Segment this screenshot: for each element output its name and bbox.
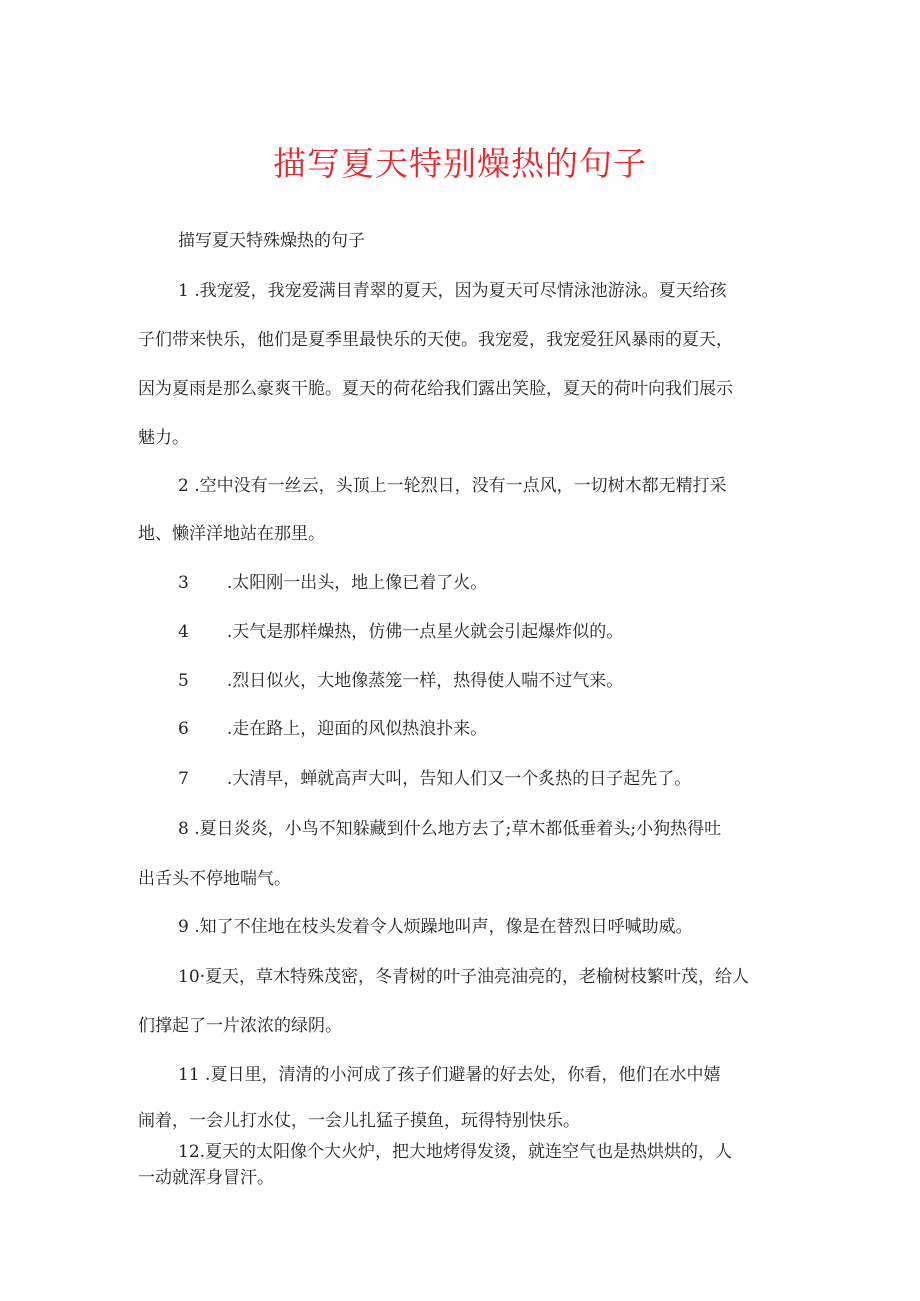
- item-number: 5: [178, 671, 189, 691]
- list-item-6: [178, 716, 798, 742]
- list-item-3: [178, 570, 798, 596]
- paragraph-2-line-2: 地、懒洋洋地站在那里。: [138, 524, 325, 544]
- paragraph-1-line-2: 子们带来快乐，他们是夏季里最快乐的天使。我宠爱，我宠爱狂风暴雨的夏天，: [138, 330, 733, 350]
- paragraph-10-line-2: 们撑起了一片浓浓的绿阴。: [138, 1016, 342, 1036]
- item-text: .烈日似火，大地像蒸笼一样，热得使人喘不过气来。: [226, 671, 624, 691]
- paragraph-8-line-1: 8 .夏日炎炎，小鸟不知躲藏到什么地方去了;草木都低垂着头;小狗热得吐: [178, 819, 722, 839]
- item-number: 6: [178, 719, 189, 739]
- item-text: .大清早，蝉就高声大叫，告知人们又一个炙热的日子起先了。: [226, 769, 692, 789]
- item-number: 3: [178, 573, 189, 593]
- paragraph-1-line-4: 魅力。: [138, 428, 189, 448]
- item-number: 4: [178, 622, 189, 642]
- paragraph-12-line-2: 一动就浑身冒汗。: [138, 1168, 274, 1188]
- subtitle: 描写夏天特殊燥热的句子: [178, 231, 365, 251]
- paragraph-9-line-1: 9 .知了不住地在枝头发着令人烦躁地叫声，像是在替烈日呼喊助威。: [178, 917, 693, 937]
- paragraph-11-line-1: 11 .夏日里，清清的小河成了孩子们避暑的好去处，你看，他们在水中嬉: [178, 1065, 721, 1085]
- paragraph-11-line-2: 闹着，一会儿打水仗，一会儿扎猛子摸鱼，玩得特别快乐。: [138, 1111, 580, 1131]
- page-title: 描写夏天特别燥热的句子: [273, 144, 647, 183]
- item-text: .天气是那样燥热，仿佛一点星火就会引起爆炸似的。: [226, 622, 624, 642]
- paragraph-10-line-1: 10·夏天，草木特殊茂密，冬青树的叶子油亮油亮的，老榆树枝繁叶茂，给人: [178, 967, 750, 987]
- list-item-5: [178, 668, 798, 694]
- paragraph-2-line-1: 2 .空中没有一丝云，头顶上一轮烈日，没有一点风，一切树木都无精打采: [178, 476, 727, 496]
- paragraph-12-line-1: 12.夏天的太阳像个大火炉，把大地烤得发烫，就连空气也是热烘烘的，人: [178, 1142, 733, 1162]
- paragraph-8-line-2: 出舌头不停地喘气。: [138, 869, 291, 889]
- paragraph-1-line-1: 1 .我宠爱，我宠爱满目青翠的夏天，因为夏天可尽情泳池游泳。夏天给孩: [178, 281, 727, 301]
- item-text: .太阳刚一出头，地上像已着了火。: [226, 573, 488, 593]
- item-number: 7: [178, 769, 189, 789]
- paragraph-1-line-3: 因为夏雨是那么豪爽干脆。夏天的荷花给我们露出笑脸，夏天的荷叶向我们展示: [138, 379, 733, 399]
- list-item-7: [178, 766, 798, 792]
- item-text: .走在路上，迎面的风似热浪扑来。: [226, 719, 488, 739]
- list-item-4: [178, 619, 798, 645]
